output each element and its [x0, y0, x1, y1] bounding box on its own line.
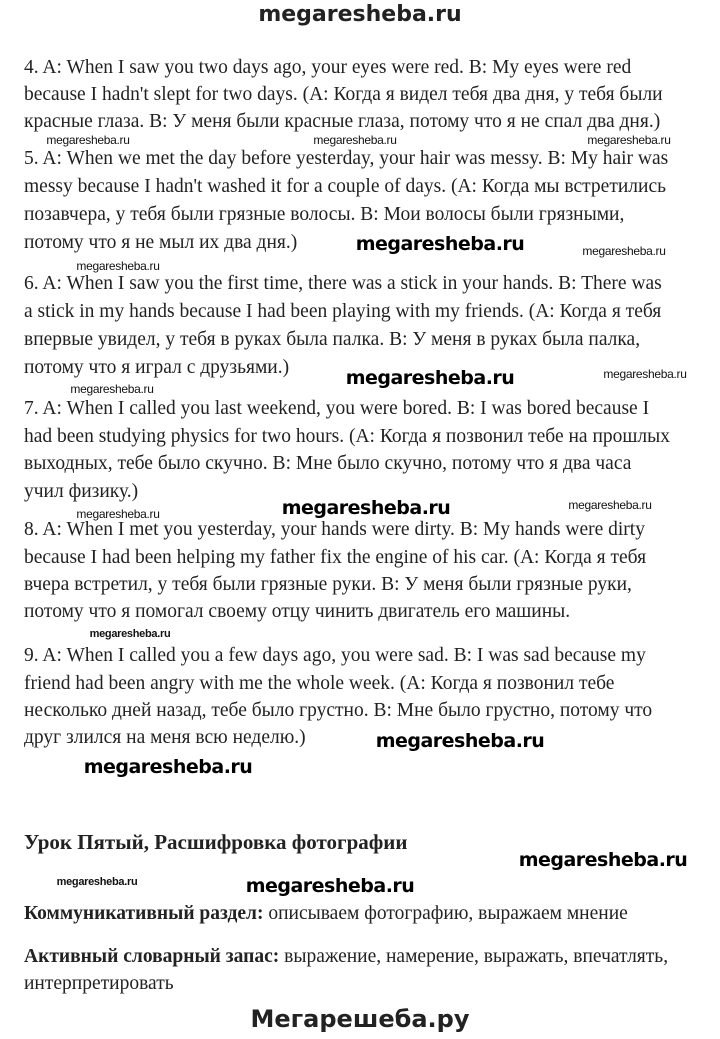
- text-line: friend had been angry with me the whole week. (A: Когда я позвонил тебе: [24, 673, 615, 694]
- watermark: megaresheba.ru: [46, 133, 130, 147]
- watermark: megaresheba.ru: [70, 382, 154, 396]
- text-line: красные глаза. B: У меня были красные глаза, потому что я не спал два дня.): [24, 111, 661, 132]
- text-line: потому что я помогал своему отцу чинить двигатель его машины.: [24, 601, 571, 622]
- communicative-section: [24, 904, 628, 924]
- text-line: 9. A: When I called you a few days ago, you were sad. B: I was sad because my: [24, 645, 646, 666]
- site-footer: Мегарешеба.ру: [250, 1005, 470, 1033]
- watermark-bold: megaresheba.ru: [83, 756, 253, 778]
- text-line: несколько дней назад, тебе было грустно. B: Мне было грустно, потому что: [24, 700, 653, 721]
- text-line: вчера встретил, у тебя были грязные руки. B: У меня были грязные руки,: [24, 574, 632, 595]
- watermark: megaresheba.ru: [568, 498, 652, 512]
- text-line: выходных, тебе было скучно. B: Мне было скучно, потому что я два часа: [24, 453, 632, 474]
- vocab-label: Активный словарный запас:: [24, 946, 280, 967]
- vocab-text-continued: интерпретировать: [24, 973, 174, 994]
- watermark: megaresheba.ru: [89, 628, 171, 640]
- vocab-section: [24, 947, 668, 967]
- text-line: 6. A: When I saw you the first time, there was a stick in your hands. B: There was: [24, 273, 662, 294]
- watermark: megaresheba.ru: [56, 876, 138, 888]
- vocab-text: выражение, намерение, выражать, впечатлять,: [279, 946, 669, 967]
- watermark-bold: megaresheba.ru: [281, 497, 451, 519]
- text-line: because I had been helping my father fix the engine of his car. (A: Когда я тебя: [24, 547, 647, 568]
- watermark: megaresheba.ru: [76, 259, 160, 273]
- watermark-bold: megaresheba.ru: [375, 730, 545, 752]
- site-header: megaresheba.ru: [258, 2, 462, 27]
- watermark-bold: megaresheba.ru: [245, 875, 415, 897]
- text-line: 8. A: When I met you yesterday, your hands were dirty. B: My hands were dirty: [24, 519, 645, 540]
- text-line: 5. A: When we met the day before yesterday, your hair was messy. B: My hair was: [24, 148, 669, 169]
- communicative-text: описываем фотографию, выражаем мнение: [263, 903, 628, 924]
- watermark: megaresheba.ru: [603, 367, 687, 381]
- watermark: megaresheba.ru: [582, 244, 666, 258]
- text-line: потому что я не мыл их два дня.): [24, 232, 298, 253]
- text-line: a stick in my hands because I had been playing with my friends. (A: Когда я тебя: [24, 301, 662, 322]
- lesson-title: Урок Пятый, Расшифровка фотографии: [24, 830, 408, 854]
- text-line: потому что я играл с друзьями.): [24, 357, 290, 378]
- text-line: messy because I hadn't washed it for a couple of days. (A: Когда мы встретились: [24, 176, 666, 197]
- text-line: because I hadn't slept for two days. (A: Когда я видел тебя два дня, у тебя были: [24, 84, 663, 105]
- watermark: megaresheba.ru: [587, 133, 671, 147]
- watermark: megaresheba.ru: [313, 133, 397, 147]
- watermark: megaresheba.ru: [76, 507, 160, 521]
- text-line: had been studying physics for two hours. (A: Когда я позвонил тебе на прошлых: [24, 426, 670, 447]
- watermark-bold: megaresheba.ru: [518, 849, 688, 871]
- text-line: 7. A: When I called you last weekend, you were bored. B: I was bored because I: [24, 398, 650, 419]
- text-line: друг злился на меня всю неделю.): [24, 727, 306, 748]
- watermark-bold: megaresheba.ru: [355, 233, 525, 255]
- communicative-label: Коммуникативный раздел:: [24, 903, 264, 924]
- text-line: позавчера, у тебя были грязные волосы. B: Мои волосы были грязными,: [24, 204, 625, 225]
- text-line: учил физику.): [24, 481, 139, 502]
- text-line: впервые увидел, у тебя в руках была палка. B: У меня в руках была палка,: [24, 329, 641, 350]
- text-line: 4. A: When I saw you two days ago, your eyes were red. B: My eyes were red: [24, 57, 632, 78]
- watermark-bold: megaresheba.ru: [345, 367, 515, 389]
